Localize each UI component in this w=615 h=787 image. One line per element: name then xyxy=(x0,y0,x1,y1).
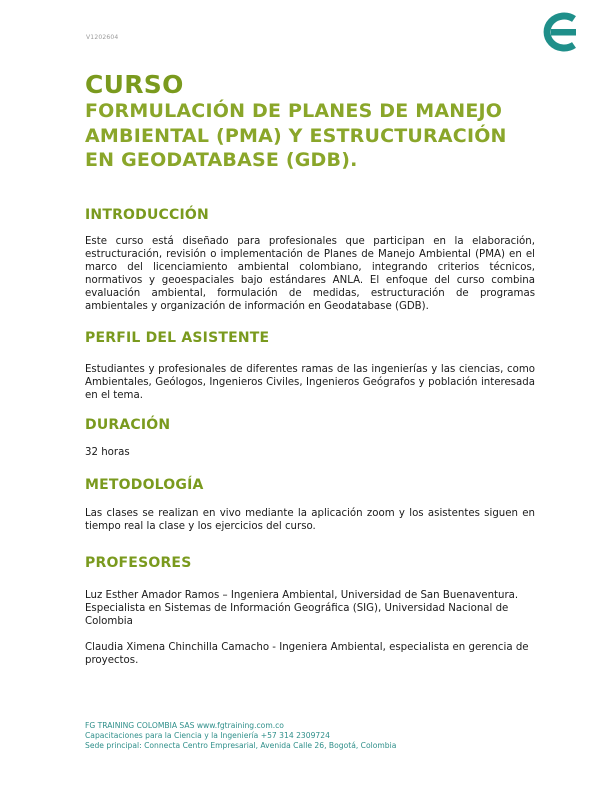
section-text: Este curso está diseñado para profesionales que participan en la elaboración, estructuración, revisión o implementación de Planes de Manejo Ambiental (PMA) en el marco del licenciamiento ambiental colombiano, integrando criterios técnicos, normativos y geoespaciales bajo estándares ANLA. El enfoque del curso combina evaluación ambiental, formulación de medidas, estructuración de programas ambientales y organización de información en Geodatabase (GDB). xyxy=(85,236,535,312)
section-profesores xyxy=(85,555,535,668)
section-introduccion xyxy=(85,207,535,313)
section-duracion xyxy=(85,417,535,460)
section-heading: METODOLOGÍA xyxy=(85,477,204,493)
course-title-line-3: EN GEODATABASE (GDB). xyxy=(85,149,358,171)
professor-entry: Claudia Ximena Chinchilla Camacho - Ingeniera Ambiental, especialista en gerencia de proyectos. xyxy=(85,641,529,666)
course-title-line-1: FORMULACIÓN DE PLANES DE MANEJO xyxy=(85,100,503,122)
course-title xyxy=(85,70,545,173)
professor-entry: Luz Esther Amador Ramos – Ingeniera Ambiental, Universidad de San Buenaventura. Especialista en Sistemas de Información Geográfica (SIG), Universidad Nacional de Colombia xyxy=(85,590,519,627)
section-text: Estudiantes y profesionales de diferentes ramas de las ingenierías y las ciencias, como Ambientales, Geólogos, Ingenieros Civiles, Ingenieros Geógrafos y población interesada en el tema. xyxy=(85,364,535,401)
footer xyxy=(85,721,545,751)
section-text: Las clases se realizan en vivo mediante la aplicación zoom y los asistentes siguen en tiempo real la clase y los ejercicios del curso. xyxy=(85,508,535,532)
footer-address: Sede principal: Connecta Centro Empresarial, Avenida Calle 26, Bogotá, Colombia xyxy=(85,741,397,750)
section-heading: PERFIL DEL ASISTENTE xyxy=(85,330,270,346)
section-heading: INTRODUCCIÓN xyxy=(85,207,209,223)
course-label: CURSO xyxy=(85,70,184,99)
section-heading: DURACIÓN xyxy=(85,417,171,433)
section-text: 32 horas xyxy=(85,447,130,458)
section-metodologia xyxy=(85,477,535,534)
document-code: V1202604 xyxy=(86,34,119,41)
section-perfil xyxy=(85,330,535,403)
footer-company: FG TRAINING COLOMBIA SAS www.fgtraining.com.co xyxy=(85,721,284,730)
fg-training-logo-icon xyxy=(534,12,580,52)
footer-contact: Capacitaciones para la Ciencia y la Ingeniería +57 314 2309724 xyxy=(85,731,330,740)
course-title-line-2: AMBIENTAL (PMA) Y ESTRUCTURACIÓN xyxy=(85,124,507,147)
section-heading: PROFESORES xyxy=(85,555,192,571)
